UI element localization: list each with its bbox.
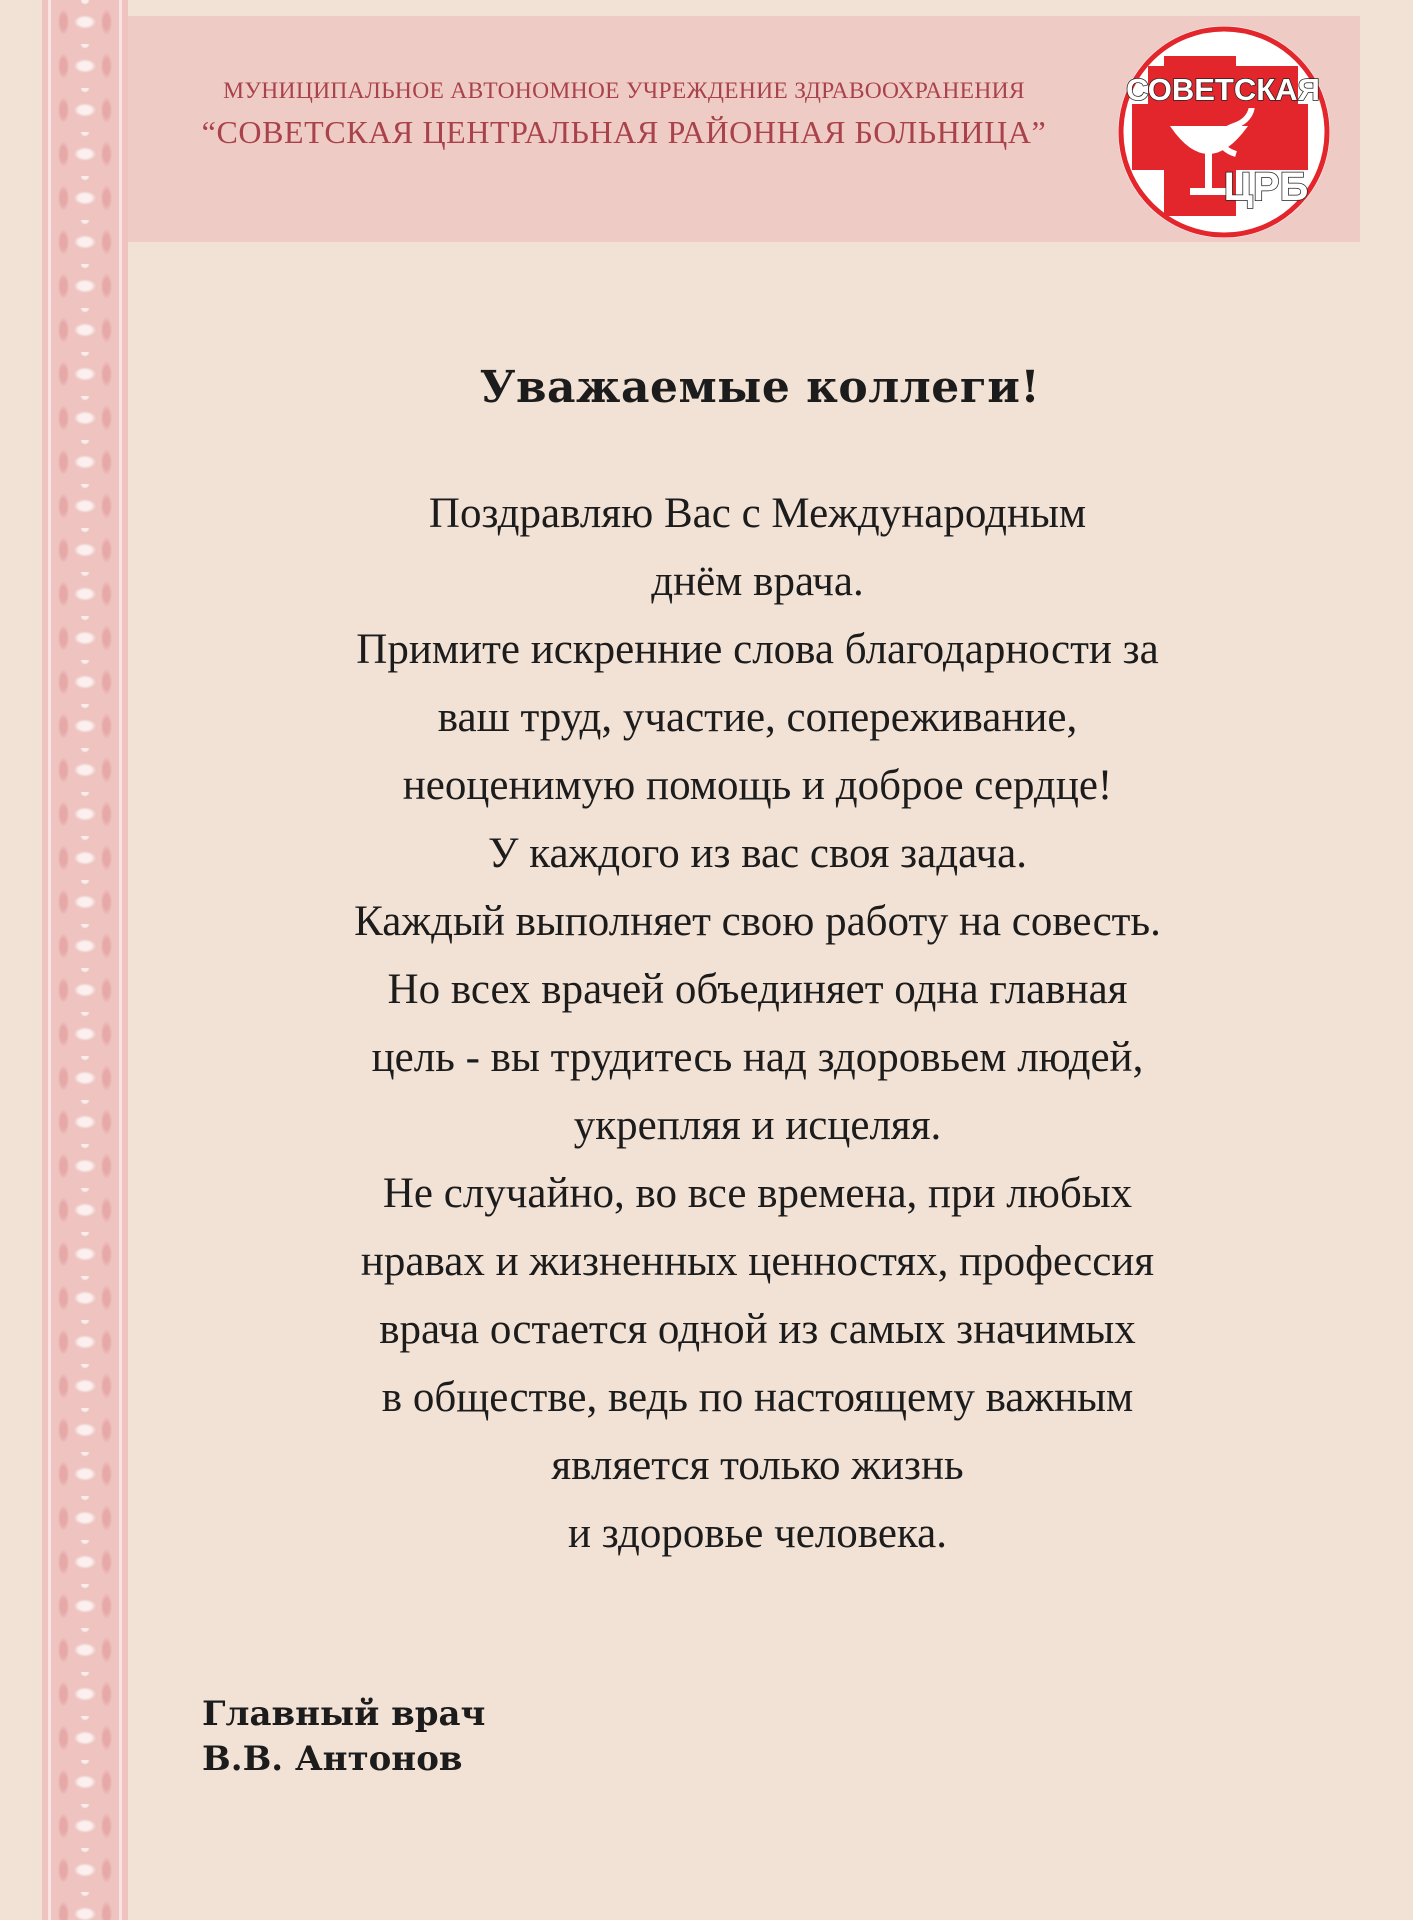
logo-top-text: СОВЕТСКАЯ xyxy=(1126,72,1320,107)
letter-line: Примите искренние слова благодарности за xyxy=(356,626,1159,673)
letter-line: нравах и жизненных ценностях, профессия xyxy=(360,1238,1155,1285)
org-name-line2: “СОВЕТСКАЯ ЦЕНТРАЛЬНАЯ РАЙОННАЯ БОЛЬНИЦА” xyxy=(201,114,1047,150)
letter-line: является только жизнь xyxy=(551,1442,964,1489)
letter-line: цель - вы трудитесь над здоровьем людей, xyxy=(371,1034,1144,1081)
letter-line: днём врача. xyxy=(651,558,864,605)
logo-bottom-text: ЦРБ xyxy=(1223,165,1309,209)
letter-line: У каждого из вас своя задача. xyxy=(488,830,1027,877)
letter-line: в обществе, ведь по настоящему важным xyxy=(381,1374,1134,1421)
letter-line: ваш труд, участие, сопереживание, xyxy=(437,694,1078,741)
letter-line: неоценимую помощь и доброе сердце! xyxy=(402,762,1113,809)
letter-line: Поздравляю Вас с Международным xyxy=(428,490,1087,537)
letter-line: укрепляя и исцеляя. xyxy=(573,1102,942,1149)
signature-name: В.В. Антонов xyxy=(202,1739,463,1779)
letter-greeting: Уважаемые коллеги! xyxy=(479,362,1041,413)
letter-line: Но всех врачей объединяет одна главная xyxy=(387,966,1128,1013)
letter-body xyxy=(180,480,1335,1568)
org-name-line1: МУНИЦИПАЛЬНОЕ АВТОНОМНОЕ УЧРЕЖДЕНИЕ ЗДРАВООХРАНЕНИЯ xyxy=(223,78,1025,104)
letter-line: врача остается одной из самых значимых xyxy=(379,1306,1136,1353)
letter-line: и здоровье человека. xyxy=(568,1510,947,1557)
letter-line: Не случайно, во все времена, при любых xyxy=(382,1170,1133,1217)
signature-block xyxy=(202,1692,485,1782)
signature-title: Главный врач xyxy=(202,1694,486,1734)
decorative-border-stripe xyxy=(42,0,128,1920)
letter-line: Каждый выполняет свою работу на совесть. xyxy=(354,898,1161,945)
hospital-logo xyxy=(1108,22,1340,242)
